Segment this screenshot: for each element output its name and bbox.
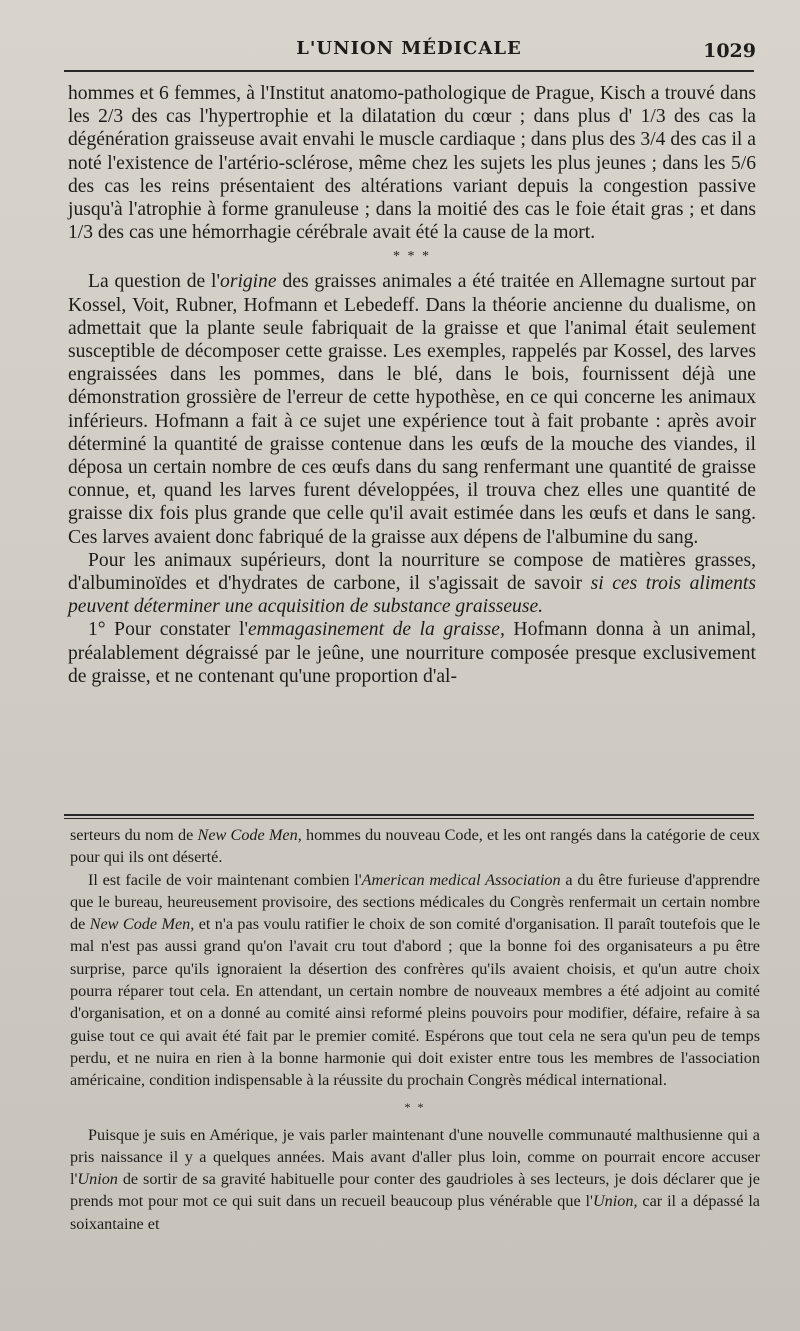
paragraph-origine-text-a: La question de l'	[88, 271, 221, 293]
paragraph-emmagasinement-emphasis: emmagasinement de la graisse,	[247, 619, 505, 641]
paragraph-animaux-text: Pour les animaux supérieurs, dont la nourriture se compose de matières grasses, d'albuminoïdes et d'hydrates de carbone, il s'agissait de savoir	[68, 549, 756, 595]
feuilleton-text	[70, 824, 760, 1235]
header-rule	[64, 70, 754, 72]
paragraph-origine-emphasis: origine	[220, 271, 277, 293]
journal-title: L'UNION MÉDICALE	[296, 38, 522, 59]
feuilleton-p3-emphasis: Union	[77, 1170, 118, 1189]
feuilleton-p1-text-b: hommes du nouveau Code, et les ont rangés dans la catégorie de ceux pour qui ils ont déserté.	[70, 826, 760, 867]
feuilleton-paragraph-amerique	[70, 1124, 760, 1235]
paragraph-emmagasinement-text-b: Hofmann donna à un animal, préalablement dégraissé par le jeûne, une nourriture composée presque exclusivement de graisse, et ne contenant qu'une proportion d'al-	[68, 619, 756, 687]
feuilleton-p3-emphasis-2: Union,	[592, 1192, 638, 1211]
feuilleton-p1-emphasis: New Code Men,	[197, 826, 302, 844]
feuilleton-p2-text-b: a du être furieuse d'apprendre que le bureau, heureusement provisoire, des sections médicales du Congrès renfermait un certain nombre de	[70, 870, 760, 934]
feuilleton-p2-emphasis-2: New Code Men,	[89, 915, 195, 934]
feuilleton-paragraph-association	[70, 869, 760, 1092]
footnote-rule-thin	[64, 818, 754, 819]
feuilleton-p2-text-a: Il est facile de voir maintenant combien l'	[88, 870, 362, 889]
footnote-rule-thick	[64, 814, 754, 816]
feuilleton-p1-text-a: serteurs du nom de	[70, 826, 198, 844]
paragraph-emmagasinement-text-a: 1° Pour constater l'	[88, 619, 248, 641]
feuilleton-asterism: * *	[404, 1099, 426, 1114]
paragraph-animaux-superieurs	[68, 549, 756, 619]
paragraph-origine-text-b: des graisses animales a été traitée en Allemagne surtout par Kossel, Voit, Rubner, Hofmann et Lebedeff. Dans la théorie ancienne du dualisme, on admettait que la plante seule fabriquait de la graisse et que l'animal était seulement susceptible de décomposer cette graisse. Les exemples, rappelés par Kossel, des larves engraissées dans les pommes, dans le blé, dans le bois, fournissent déjà une démonstration grossière de l'erreur de cette hypothèse, en ce qui concerne les animaux inférieurs. Hofmann a fait à ce sujet une expérience tout à fait probante : après avoir déterminé la quantité de graisse contenue dans les œufs de la mouche des viandes, il déposa un certain nombre de ces œufs dans du sang renfermant une quantité de graisse connue, et, quand les larves furent développées, il trouva chez elles une quantité de graisse dix fois plus grande que celle qu'il avait estimée dans les œufs et dans le sang. Ces larves avaient donc fabriqué de la graisse aux dépens de l'albumine du sang.	[68, 271, 756, 548]
feuilleton-p2-text-c: et n'a pas voulu ratifier le choix de son comité d'organisation. Il paraît toutefois que le mal n'est pas aussi grand qu'on l'avait cru tout d'abord ; que la bonne foi des organisateurs a pu être surprise, parce qu'ils ignoraient la désertion des confrères qu'ils avaient choisis, et qu'un autre choix pourra réparer tout cela. En attendant, un certain nombre de nouveaux membres a été adjoint au comité d'organisation, et on a donné au comité ainsi reformé pleins pouvoirs pour modifier, défaire, refaire à sa guise tout ce qui avait été fait par le premier comité. Espérons que tout cela ne sera qu'un peu de temps perdu, et ne nuira en rien à la bonne harmonie qui doit exister entre tous les membres de l'association américaine, condition indispensable à la réussite du prochain Congrès médical international.	[70, 915, 761, 1090]
section-asterism: * * *	[393, 249, 431, 265]
feuilleton-p3-text-a: Puisque je suis en Amérique, je vais parler maintenant d'une nouvelle communauté malthusienne qui a pris naissance il y a quelques années. Mais avant d'aller plus loin, comme on pourrait encore accuser l'	[70, 1125, 760, 1189]
paragraph-emmagasinement	[68, 618, 756, 688]
paragraph-origine	[68, 270, 756, 548]
main-text	[68, 82, 756, 688]
page-number: 1029	[703, 40, 756, 62]
feuilleton-p2-emphasis: American medical Association	[361, 870, 561, 889]
paragraph-animaux-emphasis: si ces trois aliments peuvent déterminer une acquisition de substance graisseuse.	[68, 573, 756, 618]
paragraph-kisch: hommes et 6 femmes, à l'Institut anatomo-pathologique de Prague, Kisch a trouvé dans les 2/3 des cas l'hypertrophie et la dilatation du cœur ; dans plus d' 1/3 des cas la dégénération graisseuse avait envahi le muscle cardiaque ; dans plus des 3/4 des cas il a noté l'existence de l'artério-sclérose, même chez les sujets les plus jeunes ; dans les 5/6 des cas les reins présentaient des altérations variant depuis la congestion passive jusqu'à l'atrophie à forme granuleuse ; dans la moitié des cas le foie était gras ; et dans 1/3 des cas une hémorrhagie cérébrale avait été la cause de la mort.	[68, 83, 756, 244]
feuilleton-p3-text-c: car il a dépassé la soixantaine et	[70, 1192, 760, 1233]
running-head	[62, 36, 756, 66]
feuilleton-p3-text-b: de sortir de sa gravité habituelle pour conter des gaudrioles à ses lecteurs, je dois déclarer que je prends mot pour mot ce qui suit dans un recueil beaucoup plus vénérable que l'	[70, 1170, 760, 1211]
feuilleton-paragraph-deserteurs	[70, 824, 760, 869]
